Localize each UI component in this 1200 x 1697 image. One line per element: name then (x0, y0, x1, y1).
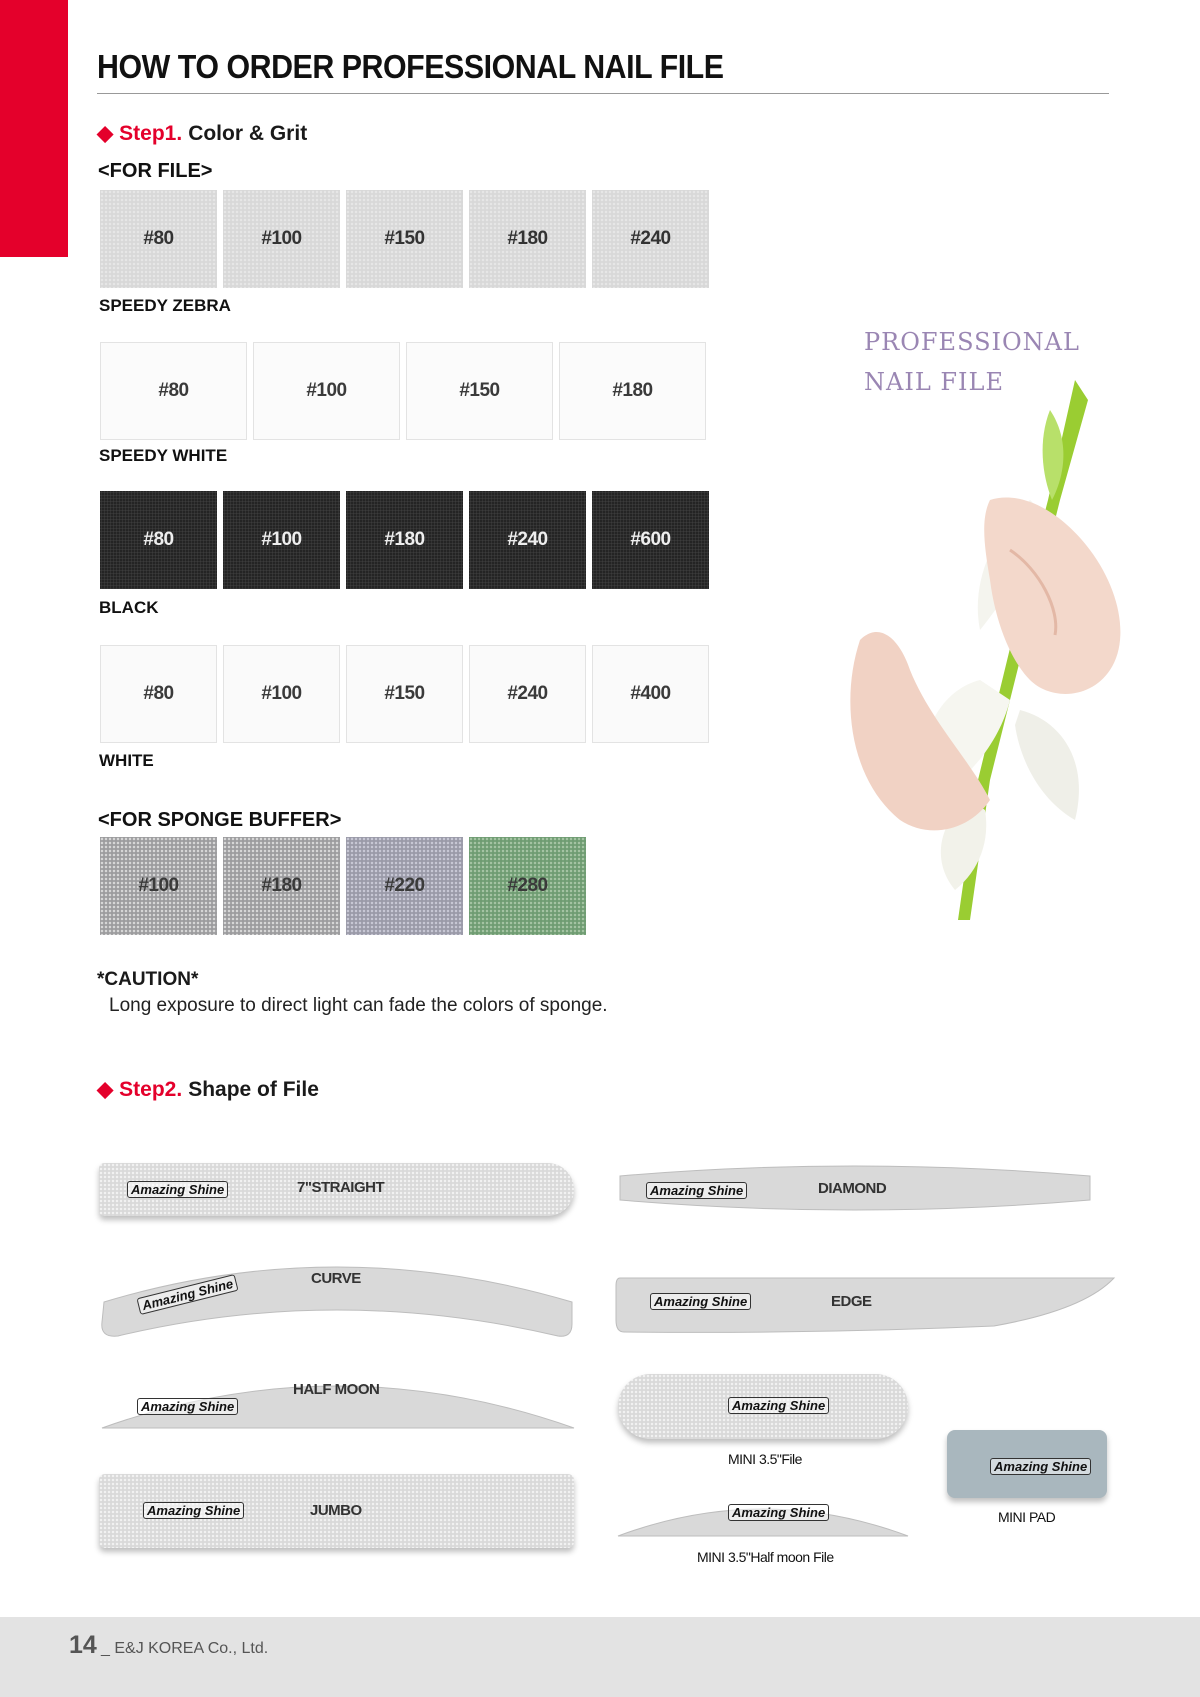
footer-company: _ E&J KOREA Co., Ltd. (101, 1640, 269, 1657)
brand-logo: Amazing Shine (728, 1397, 829, 1414)
grit-swatch: #150 (406, 342, 553, 440)
grit-swatch: #100 (253, 342, 400, 440)
row-label-black: BLACK (99, 598, 159, 617)
grit-swatch: #180 (346, 491, 463, 589)
shape-label-edge: EDGE (831, 1293, 872, 1310)
step1-name: Color & Grit (188, 122, 308, 145)
brand-logo: Amazing Shine (990, 1458, 1091, 1475)
shape-label-straight: 7"STRAIGHT (297, 1179, 385, 1196)
caption-mini-pad: MINI PAD (998, 1509, 1056, 1525)
caution-title: *CAUTION* (97, 969, 199, 990)
row-label-speedy-white: SPEEDY WHITE (99, 446, 228, 465)
caption-mini-file: MINI 3.5"File (728, 1451, 802, 1467)
grit-swatch: #600 (592, 491, 709, 589)
grit-swatch: #180 (469, 190, 586, 288)
black-swatches (100, 491, 709, 589)
shape-label-jumbo: JUMBO (310, 1502, 362, 1519)
grit-swatch: #150 (346, 190, 463, 288)
grit-swatch: #100 (223, 491, 340, 589)
brand-logo: Amazing Shine (650, 1293, 751, 1310)
grit-swatch: #180 (559, 342, 706, 440)
hero-caption-line1: PROFESSIONAL (864, 328, 1080, 356)
brand-logo: Amazing Shine (127, 1181, 228, 1198)
grit-swatch: #240 (469, 645, 586, 743)
grit-swatch: #400 (592, 645, 709, 743)
page-title: HOW TO ORDER PROFESSIONAL NAIL FILE (97, 48, 724, 85)
red-tab (0, 0, 68, 257)
brand-logo: Amazing Shine (728, 1504, 829, 1521)
diamond-bullet-icon: ◆ (97, 122, 114, 145)
page-number: 14 (69, 1631, 97, 1659)
hands-with-flower-image (820, 380, 1140, 920)
caution-text: Long exposure to direct light can fade the colors of sponge. (109, 995, 608, 1016)
for-file-heading: <FOR FILE> (98, 160, 213, 182)
grit-swatch: #240 (592, 190, 709, 288)
brand-logo: Amazing Shine (136, 1274, 238, 1315)
grit-swatch: #80 (100, 645, 217, 743)
grit-swatch: #80 (100, 190, 217, 288)
speedy-zebra-swatches (100, 190, 709, 288)
diamond-bullet-icon: ◆ (97, 1078, 114, 1101)
row-label-white: WHITE (99, 751, 154, 770)
sponge-swatch: #100 (100, 837, 217, 935)
caption-mini-half-moon: MINI 3.5"Half moon File (697, 1549, 834, 1565)
step2-number: Step2. (119, 1078, 183, 1101)
sponge-swatch: #220 (346, 837, 463, 935)
grit-swatch: #100 (223, 190, 340, 288)
grit-swatch: #80 (100, 491, 217, 589)
sponge-swatch: #280 (469, 837, 586, 935)
shape-label-half-moon: HALF MOON (293, 1381, 380, 1398)
grit-swatch: #150 (346, 645, 463, 743)
grit-swatch: #100 (223, 645, 340, 743)
step2-name: Shape of File (188, 1078, 319, 1101)
step1-heading (97, 121, 307, 146)
step1-number: Step1. (119, 122, 183, 145)
brand-logo: Amazing Shine (137, 1398, 238, 1415)
grit-swatch: #240 (469, 491, 586, 589)
title-rule (97, 93, 1109, 94)
sponge-swatches (100, 837, 586, 935)
shape-label-curve: CURVE (311, 1270, 361, 1287)
row-label-speedy-zebra: SPEEDY ZEBRA (99, 296, 231, 315)
step2-heading (97, 1077, 319, 1102)
brand-logo: Amazing Shine (646, 1182, 747, 1199)
sponge-swatch: #180 (223, 837, 340, 935)
shape-label-diamond: DIAMOND (818, 1180, 887, 1197)
white-swatches (100, 645, 709, 743)
sponge-buffer-heading: <FOR SPONGE BUFFER> (98, 809, 342, 831)
brand-logo: Amazing Shine (143, 1502, 244, 1519)
grit-swatch: #80 (100, 342, 247, 440)
hero-caption-line2: NAIL FILE (864, 368, 1004, 396)
speedy-white-swatches (100, 342, 706, 440)
